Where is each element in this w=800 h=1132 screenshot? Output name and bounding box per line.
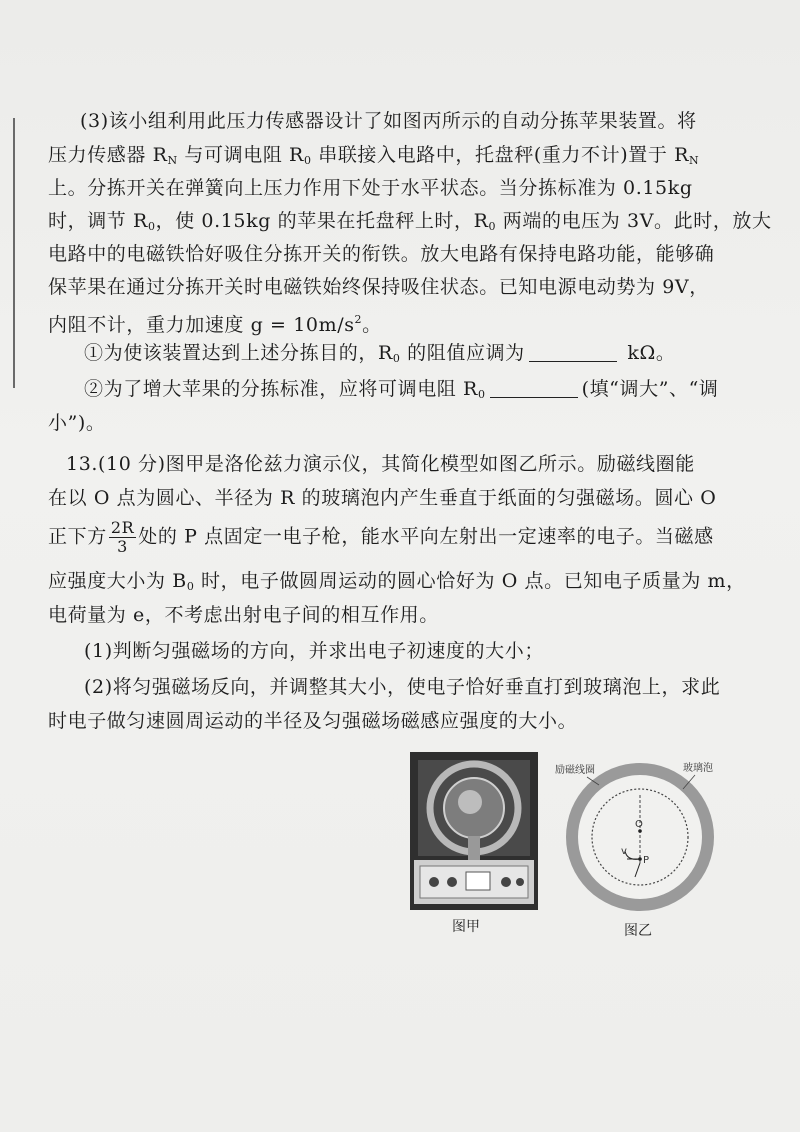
label-o: O (635, 819, 643, 830)
answer-blank-1[interactable] (529, 343, 617, 362)
bulb-stem (468, 836, 480, 860)
q13-line-4: 应强度大小为 $B_0$ 时，电子做圆周运动的圆心恰好为 O 点。已知电子质量为 m， (48, 570, 746, 593)
part3-line-2: 压力传感器 $R_N$ 与可调电阻 $R_0$ 串联接入电路中，托盘秤(重力不计)置于 $R_N$ (48, 144, 700, 167)
part3-question-2-cont: 小”)。 (48, 412, 106, 434)
lorentz-model-diagram (555, 755, 735, 920)
meter-display (466, 872, 490, 890)
label-v: v (621, 846, 627, 857)
knob-icon (447, 877, 457, 887)
lorentz-apparatus-photo (410, 752, 538, 910)
q13-subquestion-2: (2)将匀强磁场反向，并调整其大小，使电子恰好垂直打到玻璃泡上，求此 (84, 676, 721, 698)
label-p: P (643, 855, 650, 866)
knob-icon (429, 877, 439, 887)
answer-blank-2[interactable] (490, 379, 578, 398)
part3-line-7: 内阻不计，重力加速度 $g = 10m/s^2$。 (48, 313, 382, 336)
bulb-highlight (458, 790, 482, 814)
q13-subquestion-1: (1)判断匀强磁场的方向，并求出电子初速度的大小； (84, 640, 544, 662)
figure-yi-caption: 图乙 (624, 923, 652, 939)
q13-line-1: 13.(10 分)图甲是洛伦兹力演示仪，其简化模型如图乙所示。励磁线圈能 (66, 453, 695, 475)
q13-line-3: 正下方 $\frac{2R}{3}$ 处的 P 点固定一电子枪，能水平向左射出一定速率的电子。当磁感 (48, 518, 714, 556)
part3-line-5: 电路中的电磁铁恰好吸住分拣开关的衔铁。放大电路有保持电路功能，能够确 (48, 243, 715, 265)
coil-label: 励磁线圈 (555, 765, 595, 776)
part3-question-1: ①为使该装置达到上述分拣目的，$R_0$ 的阻值应调为 kΩ。 (84, 342, 676, 365)
bulb-label: 玻璃泡 (683, 763, 713, 774)
margin-line (13, 118, 15, 388)
gun-point-p (638, 857, 642, 861)
fraction-2r-over-3: $\frac{2R}{3}$ (110, 518, 135, 556)
q13-line-5: 电荷量为 e，不考虑出射电子间的相互作用。 (48, 604, 439, 626)
q13-line-2: 在以 O 点为圆心、半径为 R 的玻璃泡内产生垂直于纸面的匀强磁场。圆心 O (48, 487, 717, 509)
part3-line-1: (3)该小组利用此压力传感器设计了如图丙所示的自动分拣苹果装置。将 (80, 110, 697, 132)
part3-line-6: 保苹果在通过分拣开关时电磁铁始终保持吸住状态。已知电源电动势为 9V， (48, 276, 709, 298)
q13-subquestion-2-cont: 时电子做匀速圆周运动的半径及匀强磁场磁感应强度的大小。 (48, 710, 578, 732)
knob-icon (516, 878, 524, 886)
part3-line-3: 上。分拣开关在弹簧向上压力作用下处于水平状态。当分拣标准为 0.15kg (48, 177, 693, 199)
part3-question-2: ②为了增大苹果的分拣标准，应将可调电阻 $R_0$ (填“调大”、“调 (84, 378, 719, 401)
knob-icon (501, 877, 511, 887)
part3-line-4: 时，调节 $R_0$，使 0.15kg 的苹果在托盘秤上时，$R_0$ 两端的电压为 3V。此时，放大 (48, 210, 772, 233)
figure-jia-caption: 图甲 (452, 919, 480, 935)
